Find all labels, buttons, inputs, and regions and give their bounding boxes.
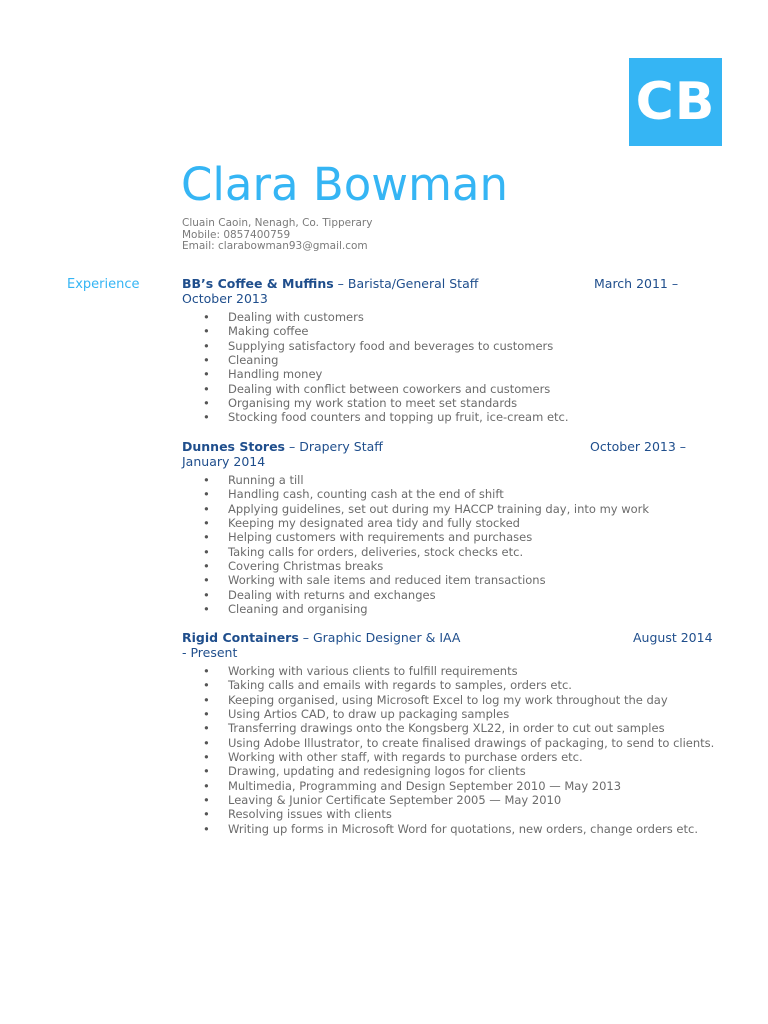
duty-item: • Organising my work station to meet set standards xyxy=(182,396,722,410)
duty-item: • Keeping organised, using Microsoft Excel to log my work throughout the day xyxy=(182,693,722,707)
section-label-experience: Experience xyxy=(67,277,140,292)
duty-item: • Working with various clients to fulfill requirements xyxy=(182,664,722,678)
mobile-line: Mobile: 0857400759 xyxy=(182,228,291,241)
duty-item: • Transferring drawings onto the Kongsberg XL22, in order to cut out samples xyxy=(182,721,722,735)
duty-item: • Dealing with customers xyxy=(182,310,722,324)
duty-list xyxy=(182,664,722,836)
duty-item: • Dealing with conflict between coworkers and customers xyxy=(182,382,722,396)
job-header xyxy=(182,440,722,469)
duty-item: • Using Adobe Illustrator, to create finalised drawings of packaging, to send to clients. xyxy=(182,736,722,750)
contact-block xyxy=(182,218,372,253)
duty-item: • Working with sale items and reduced item transactions xyxy=(182,573,722,587)
job-header xyxy=(182,631,722,660)
job-company: Rigid Containers xyxy=(182,630,299,645)
job-role: – Barista/General Staff xyxy=(333,276,479,291)
email-line: Email: clarabowman93@gmail.com xyxy=(182,240,368,252)
duty-item: • Cleaning and organising xyxy=(182,602,722,616)
job-date-start: March 2011 – xyxy=(594,276,679,291)
duty-item: • Supplying satisfactory food and beverages to customers xyxy=(182,339,722,353)
duty-item: • Drawing, updating and redesigning logos for clients xyxy=(182,764,722,778)
duty-item: • Running a till xyxy=(182,473,722,487)
monogram-badge: CB xyxy=(629,58,722,146)
duty-item: • Taking calls and emails with regards to samples, orders etc. xyxy=(182,678,722,692)
duty-item: • Using Artios CAD, to draw up packaging samples xyxy=(182,707,722,721)
duty-item: • Applying guidelines, set out during my HACCP training day, into my work xyxy=(182,502,722,516)
duty-item: • Taking calls for orders, deliveries, stock checks etc. xyxy=(182,545,722,559)
job-role: – Drapery Staff xyxy=(285,439,383,454)
duty-list xyxy=(182,473,722,616)
job-role: – Graphic Designer & IAA xyxy=(298,630,461,645)
job-company: Dunnes Stores xyxy=(182,439,285,454)
job-date-start: October 2013 – xyxy=(590,439,687,454)
duty-item: • Making coffee xyxy=(182,324,722,338)
duty-item: • Writing up forms in Microsoft Word for quotations, new orders, change orders etc. xyxy=(182,822,722,836)
job-header xyxy=(182,277,722,306)
duty-item: • Helping customers with requirements and purchases xyxy=(182,530,722,544)
job-date-end: January 2014 xyxy=(182,453,266,469)
duty-item: • Working with other staff, with regards to purchase orders etc. xyxy=(182,750,722,764)
duty-item: • Leaving & Junior Certificate September 2005 — May 2010 xyxy=(182,793,722,807)
duty-item: • Keeping my designated area tidy and fully stocked xyxy=(182,516,722,530)
duty-item: • Stocking food counters and topping up fruit, ice-cream etc. xyxy=(182,410,722,424)
job-date-end: - Present xyxy=(182,644,238,660)
address-line: Cluain Caoin, Nenagh, Co. Tipperary xyxy=(182,217,373,229)
job-date-start: August 2014 xyxy=(633,630,713,645)
duty-list xyxy=(182,310,722,425)
job-date-end: October 2013 xyxy=(182,290,268,306)
duty-item: • Multimedia, Programming and Design September 2010 — May 2013 xyxy=(182,779,722,793)
duty-item: • Resolving issues with clients xyxy=(182,807,722,821)
job-company: BB’s Coffee & Muffins xyxy=(182,276,334,291)
duty-item: • Handling money xyxy=(182,367,722,381)
duty-item: • Handling cash, counting cash at the end of shift xyxy=(182,487,722,501)
duty-item: • Covering Christmas breaks xyxy=(182,559,722,573)
job-entry xyxy=(182,631,722,836)
job-entry xyxy=(182,277,722,425)
job-entry xyxy=(182,440,722,616)
candidate-name: Clara Bowman xyxy=(181,158,509,211)
duty-item: • Cleaning xyxy=(182,353,722,367)
duty-item: • Dealing with returns and exchanges xyxy=(182,588,722,602)
